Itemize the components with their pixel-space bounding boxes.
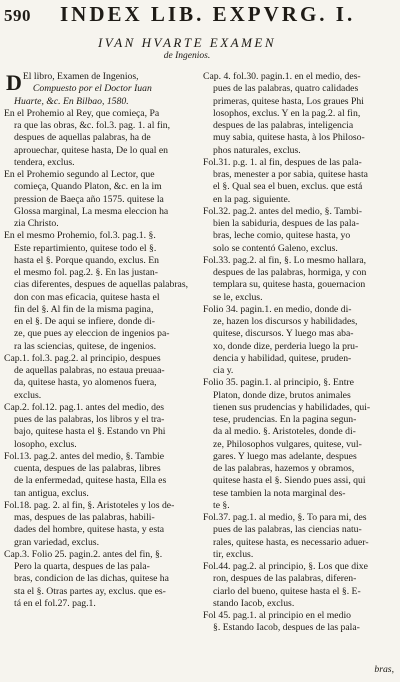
left-column-line: hasta el §. Porque quando, exclus. En xyxy=(14,254,160,266)
left-column-line: Cap.3. Folio 25. pagin.2. antes del fin, §. xyxy=(4,548,163,560)
right-column-line: Fol.44. pag.2. al principio, §. Los que dixe xyxy=(203,561,368,572)
drop-cap: D xyxy=(6,70,22,95)
left-column-line: Fol.18. pag. 2. al fin, §. Aristoteles y los de- xyxy=(4,499,175,511)
left-column-line: don con mas eficacia, quitese hasta el xyxy=(14,291,160,303)
left-column-line: despues de aquellas palabras, ha de xyxy=(14,132,151,144)
left-column-line: cuenta, despues de las palabras, libres xyxy=(14,463,161,474)
left-column-line: En el Prohemio segundo al Lector, que xyxy=(4,169,155,180)
right-column-line: tir, exclus. xyxy=(213,548,254,560)
right-column-line: quitese hasta el §. Siendo pues assi, qui xyxy=(213,475,366,487)
right-column-line: stando Iacob, exclus. xyxy=(213,597,295,609)
right-column-line: muy sabia, quitese hasta, à los Philoso- xyxy=(213,132,365,144)
right-column-line: Fol.33. pag.2. al fin, §. Lo mesmo hallara, xyxy=(203,254,367,266)
right-column-line: losophos, exclus. Y en la pag.2. al fin, xyxy=(213,107,361,119)
left-column-line: tá en el fol.27. pag.1. xyxy=(14,597,96,609)
left-column-line: losopho, exclus. xyxy=(14,438,77,450)
left-column-line: Huarte, &c. En Bilbao, 1580. xyxy=(14,95,129,107)
left-column-line: Este repartimiento, quitese todo el §. xyxy=(14,242,157,254)
left-column-line: ra las sciencias, quitese, de ingenios. xyxy=(14,340,157,352)
left-column-line: Compuesto por el Doctor Iuan xyxy=(32,83,152,95)
left-column-line: Cap.1. fol.3. pag.2. al principio, despues xyxy=(4,352,161,364)
right-column-line: pues de las palabras, quatro calidades xyxy=(213,83,359,95)
left-column-line: Fol.13. pag.2. antes del medio, §. Tambie xyxy=(4,450,165,462)
right-column-line: se le, exclus. xyxy=(213,291,263,303)
line-text: El libro, Examen de Ingenios, xyxy=(22,71,139,82)
right-column-line: dencia y habilidad, quitese, pruden- xyxy=(213,352,352,364)
page-number: 590 xyxy=(4,6,31,25)
left-column-line: comieça, Quando Platon, &c. en la im xyxy=(14,181,162,193)
right-column-line: bras, leche comio, quitese hasta, yo xyxy=(213,230,351,242)
left-column-line: ze, que pues ay eleccion de ingenios pa- xyxy=(14,328,170,340)
left-column-line: zia Christo. xyxy=(14,218,59,229)
right-column-line: el §. Qual sea el buen, exclus. que está xyxy=(213,181,363,193)
right-column-line: despues de las palabras, hormiga, y con xyxy=(213,267,367,278)
left-column xyxy=(4,71,199,610)
right-column-line: ze, hazen los discursos y habilidades, xyxy=(213,316,358,327)
right-column-line: de las palabras, hazemos y obramos, xyxy=(213,463,355,474)
right-column-line: phos naturales, exclus. xyxy=(213,144,301,156)
right-column-line: rales, quitese hasta, es necessario aduer- xyxy=(213,536,369,548)
left-column-line: pues de las palabras, los libros y el tra- xyxy=(14,414,165,425)
right-column-line: pues de las palabras, las ciencias natu- xyxy=(213,524,362,536)
right-column-line: gares. Y luego mas adelante, despues xyxy=(213,450,357,462)
right-column-line: Cap. 4. fol.30. pagin.1. en el medio, des- xyxy=(203,71,361,82)
left-column-line: En el mesmo Prohemio, fol.3. pag.1. §. xyxy=(4,230,156,242)
right-column-line: te §. xyxy=(213,499,230,511)
right-column-line: templara su, quitese hasta, gouernacion xyxy=(213,279,366,291)
right-column-line: Fol.31. p.g. 1. al fin, despues de las pala- xyxy=(203,156,362,168)
left-column-line: tan antigua, exclus. xyxy=(14,487,89,499)
left-column-line: fin del §. Al fin de la misma pagina, xyxy=(14,303,154,315)
right-column-line: §. Estando Iacob, despues de las pala- xyxy=(213,622,360,634)
left-column-line: ra que las obras, &c. fol.3. pag. 1. al fin, xyxy=(14,120,171,131)
left-column-line: Pero la quarta, despues de las pala- xyxy=(14,561,150,572)
left-column-line: sta el §. Otras partes ay, exclus. que es- xyxy=(14,585,166,597)
left-column-line: bras, condicion de las dichas, quitese ha xyxy=(14,573,169,585)
right-column-line: da al medio. §. Aristoteles, donde di- xyxy=(213,426,356,438)
left-column-line: cias diferentes, despues de aquellas palabras, xyxy=(14,279,189,291)
right-column-line: tese tambien la nota marginal des- xyxy=(213,487,346,499)
right-column-line: Fol.32. pag.2. antes del medio, §. Tambi- xyxy=(203,205,362,217)
right-column-line: Fol.37. pag.1. al medio, §. To para mi, des xyxy=(203,512,367,523)
left-column-line: da, quitese hasta, yo alomenos fuera, xyxy=(14,377,157,389)
right-column-line: quitese, discursos. Y luego mas aba- xyxy=(213,328,354,340)
left-column-line: Cap.2. fol.12. pag.1. antes del medio, des xyxy=(4,401,165,413)
right-column-line: Folio 34. pagin.1. en medio, donde di- xyxy=(203,303,352,315)
left-column-line: de aquellas palabras, no estaua preuaa- xyxy=(14,365,165,376)
right-column-line: tienen sus prudencias y habilidades, qui- xyxy=(213,401,371,413)
left-column-line: bajo, quitese hasta el §. Estando vn Phi xyxy=(14,426,166,438)
right-column-line: en la pag. siguiente. xyxy=(213,193,291,205)
running-head: INDEX LIB. EXPVRG. I. xyxy=(60,2,356,26)
right-column-line: bras, menester a por sabia, quitese hasta xyxy=(213,169,368,180)
left-column-line: exclus. xyxy=(14,389,42,401)
left-column-line: tendera, exclus. xyxy=(14,156,75,168)
left-column-line: mas, despues de las palabras, habili- xyxy=(14,512,155,523)
right-column-line: cia y. xyxy=(213,365,234,376)
left-column-line: En el Prohemio al Rey, que comieça, Pa xyxy=(4,107,160,119)
left-column-line: en el §. De aqui se infiere, donde di- xyxy=(14,316,155,327)
right-column-line: ron, despues de las palabras, diferen- xyxy=(213,573,357,585)
left-column-line: de la enfermedad, quitese hasta, Ella es xyxy=(14,475,167,487)
right-column-line: tese, prudencias. En la pagina segun- xyxy=(213,414,357,425)
entry-title: IVAN HVARTE EXAMEN xyxy=(97,35,277,50)
left-column-line: pression de Baeça año 1575. quitese la xyxy=(14,193,164,205)
right-column-line: Fol 45. pag.1. al principio en el medio xyxy=(203,610,351,621)
catchword: bras, xyxy=(374,664,394,675)
right-column-line: despues de las palabras, inteligencia xyxy=(213,120,354,131)
right-column-line: ze, Philosophos vulgares, quitese, vul- xyxy=(213,438,362,450)
left-column-line: dades del hombre, quitese hasta, y esta xyxy=(14,524,165,536)
left-column-line: gran variedad, exclus. xyxy=(14,536,99,548)
right-column-line: bien la sabiduria, despues de las pala- xyxy=(213,218,360,229)
entry-subtitle: de Ingenios. xyxy=(163,51,211,61)
left-column-line: Glossa marginal, La mesma eleccion ha xyxy=(14,205,169,217)
left-column-line: aprouechar, quitese hasta, De lo qual en xyxy=(14,144,169,156)
right-column-line: Folio 35. pagin.1. al principio, §. Entre xyxy=(203,377,354,389)
page-header xyxy=(0,2,400,38)
right-column-line: xo, donde dize, perderia luego la pru- xyxy=(213,340,359,352)
right-column-line: Platon, donde dize, brutos animales xyxy=(213,389,351,401)
left-column-line: el mesmo fol. pag.2. §. En las justan- xyxy=(14,267,158,278)
right-column-line: ciarlo del bueno, quitese hasta el §. E- xyxy=(213,585,361,597)
right-column-line: primeras, quitese hasta, Los graues Phi xyxy=(213,95,364,107)
right-column xyxy=(203,71,398,635)
right-column-line: solo se contentó Galeno, exclus. xyxy=(213,242,338,254)
